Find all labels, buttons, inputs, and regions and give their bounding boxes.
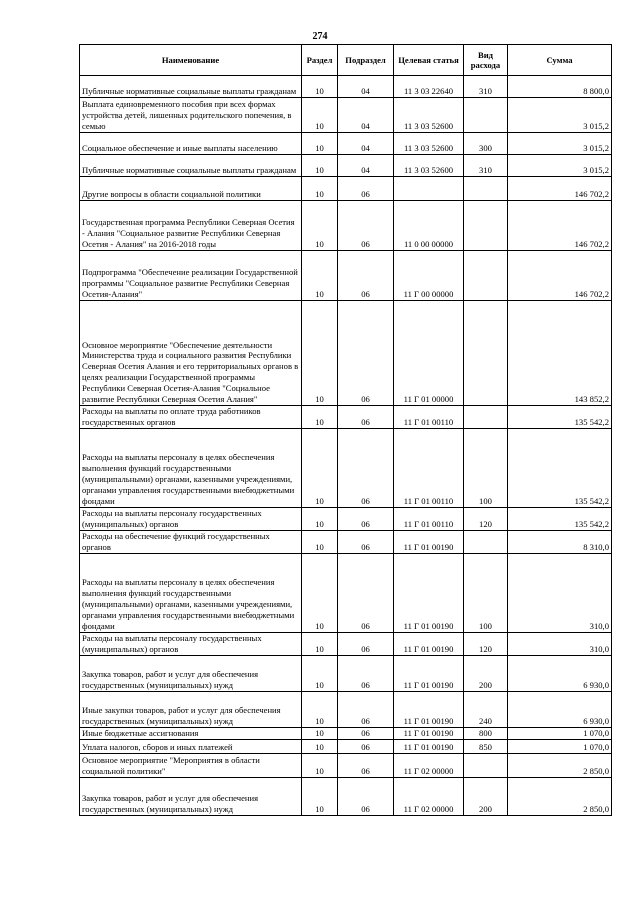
cell-target-article: 11 Г 01 00190 [394,633,464,656]
cell-expense-type: 120 [464,508,508,531]
table-row [80,691,612,727]
page-number: 274 [312,31,328,42]
cell-name: Расходы на выплаты по оплате труда работников государственных органов [80,406,302,429]
cell-expense-type: 200 [464,655,508,691]
cell-sum: 2 850,0 [508,777,612,815]
table-row [80,406,612,429]
cell-target-article: 11 Г 00 00000 [394,251,464,301]
header-target-article: Целевая статья [394,45,464,76]
table-row [80,753,612,777]
cell-razdel: 10 [302,76,338,98]
cell-sum: 146 702,2 [508,251,612,301]
cell-razdel: 10 [302,633,338,656]
cell-sum: 310,0 [508,633,612,656]
table-body [80,76,612,816]
cell-name: Закупка товаров, работ и услуг для обеспечения государственных (муниципальных) нужд [80,777,302,815]
cell-target-article: 11 Г 02 00000 [394,777,464,815]
cell-name: Уплата налогов, сборов и иных платежей [80,739,302,753]
cell-target-article: 11 Г 01 00190 [394,727,464,739]
cell-sum: 143 852,2 [508,301,612,406]
cell-podrazdel: 06 [338,508,394,531]
cell-name: Расходы на выплаты персоналу в целях обеспечения выполнения функций государственными (муниципальными) органами, казенными учреждениями, органами управления государственными внебюджетными фондами [80,429,302,508]
budget-table [79,44,612,816]
cell-sum: 3 015,2 [508,98,612,133]
cell-sum: 135 542,2 [508,429,612,508]
cell-expense-type [464,177,508,201]
cell-razdel: 10 [302,727,338,739]
cell-target-article: 11 Г 01 00190 [394,655,464,691]
cell-target-article: 11 Г 01 00110 [394,406,464,429]
cell-razdel: 10 [302,251,338,301]
table-row [80,155,612,177]
cell-razdel: 10 [302,301,338,406]
cell-podrazdel: 04 [338,98,394,133]
cell-sum: 1 070,0 [508,739,612,753]
table-row [80,201,612,251]
cell-name: Публичные нормативные социальные выплаты гражданам [80,155,302,177]
table-row [80,777,612,815]
cell-name: Основное мероприятие "Обеспечение деятельности Министерства труда и социального развития Республики Северная Осетия Алания и его территориальных органов в целях реализации Государственной программы Республики Северная Осетия-Алания "Социальное развитие Республики Северная Осетия Алания" [80,301,302,406]
cell-name: Расходы на выплаты персоналу в целях обеспечения выполнения функций государственными (муниципальными) органами, казенными учреждениями, органами управления государственными внебюджетными фондами [80,554,302,633]
cell-target-article: 11 3 03 52600 [394,98,464,133]
table-row [80,633,612,656]
cell-razdel: 10 [302,508,338,531]
header-razdel: Раздел [302,45,338,76]
cell-target-article: 11 3 03 22640 [394,76,464,98]
cell-podrazdel: 04 [338,155,394,177]
cell-target-article: 11 Г 01 00110 [394,429,464,508]
cell-sum: 135 542,2 [508,406,612,429]
cell-razdel: 10 [302,777,338,815]
cell-razdel: 10 [302,177,338,201]
cell-name: Расходы на выплаты персоналу государственных (муниципальных) органов [80,633,302,656]
cell-razdel: 10 [302,133,338,155]
cell-podrazdel: 06 [338,301,394,406]
cell-sum: 6 930,0 [508,691,612,727]
header-podrazdel: Подраздел [338,45,394,76]
cell-name: Иные бюджетные ассигнования [80,727,302,739]
cell-razdel: 10 [302,406,338,429]
cell-name: Публичные нормативные социальные выплаты гражданам [80,76,302,98]
cell-expense-type [464,251,508,301]
table-row [80,177,612,201]
cell-name: Социальное обеспечение и иные выплаты населению [80,133,302,155]
header-sum: Сумма [508,45,612,76]
cell-expense-type [464,98,508,133]
cell-podrazdel: 06 [338,429,394,508]
table-header-row [80,45,612,76]
cell-expense-type [464,301,508,406]
cell-razdel: 10 [302,655,338,691]
cell-target-article [394,177,464,201]
cell-sum: 3 015,2 [508,133,612,155]
cell-razdel: 10 [302,531,338,554]
cell-podrazdel: 04 [338,133,394,155]
cell-target-article: 11 Г 01 00190 [394,554,464,633]
cell-podrazdel: 06 [338,177,394,201]
cell-razdel: 10 [302,201,338,251]
cell-expense-type: 100 [464,554,508,633]
cell-name: Подпрограмма "Обеспечение реализации Государственной программы "Социальное развитие Республики Северная Осетия-Алания" [80,251,302,301]
cell-podrazdel: 06 [338,406,394,429]
cell-expense-type: 310 [464,155,508,177]
cell-expense-type [464,753,508,777]
cell-sum: 8 310,0 [508,531,612,554]
cell-expense-type: 300 [464,133,508,155]
cell-sum: 146 702,2 [508,201,612,251]
cell-expense-type [464,531,508,554]
cell-target-article: 11 Г 01 00190 [394,531,464,554]
cell-name: Другие вопросы в области социальной политики [80,177,302,201]
cell-expense-type: 200 [464,777,508,815]
cell-razdel: 10 [302,739,338,753]
cell-expense-type: 800 [464,727,508,739]
table-row [80,739,612,753]
cell-sum: 8 800,0 [508,76,612,98]
table-row [80,655,612,691]
cell-razdel: 10 [302,753,338,777]
table-row [80,429,612,508]
cell-razdel: 10 [302,691,338,727]
cell-name: Закупка товаров, работ и услуг для обеспечения государственных (муниципальных) нужд [80,655,302,691]
table-row [80,98,612,133]
cell-expense-type [464,201,508,251]
cell-expense-type: 120 [464,633,508,656]
cell-target-article: 11 Г 01 00110 [394,508,464,531]
table-row [80,251,612,301]
cell-podrazdel: 06 [338,727,394,739]
cell-target-article: 11 Г 02 00000 [394,753,464,777]
cell-name: Выплата единовременного пособия при всех формах устройства детей, лишенных родительского попечения, в семью [80,98,302,133]
cell-razdel: 10 [302,429,338,508]
cell-name: Иные закупки товаров, работ и услуг для обеспечения государственных (муниципальных) нужд [80,691,302,727]
cell-razdel: 10 [302,155,338,177]
table-row [80,76,612,98]
cell-expense-type [464,406,508,429]
cell-razdel: 10 [302,98,338,133]
cell-target-article: 11 3 03 52600 [394,133,464,155]
cell-name: Основное мероприятие "Мероприятия в области социальной политики" [80,753,302,777]
cell-podrazdel: 06 [338,753,394,777]
cell-target-article: 11 3 03 52600 [394,155,464,177]
cell-podrazdel: 04 [338,76,394,98]
cell-sum: 6 930,0 [508,655,612,691]
cell-podrazdel: 06 [338,739,394,753]
cell-target-article: 11 Г 01 00000 [394,301,464,406]
cell-expense-type: 850 [464,739,508,753]
cell-name: Государственная программа Республики Северная Осетия - Алания "Социальное развитие Республики Северная Осетия - Алания" на 2016-2018 годы [80,201,302,251]
cell-name: Расходы на обеспечение функций государственных органов [80,531,302,554]
cell-podrazdel: 06 [338,691,394,727]
table-row [80,301,612,406]
cell-target-article: 11 Г 01 00190 [394,739,464,753]
cell-sum: 135 542,2 [508,508,612,531]
cell-podrazdel: 06 [338,554,394,633]
cell-expense-type: 310 [464,76,508,98]
cell-expense-type: 100 [464,429,508,508]
cell-podrazdel: 06 [338,777,394,815]
cell-target-article: 11 Г 01 00190 [394,691,464,727]
cell-sum: 3 015,2 [508,155,612,177]
cell-name: Расходы на выплаты персоналу государственных (муниципальных) органов [80,508,302,531]
cell-target-article: 11 0 00 00000 [394,201,464,251]
cell-podrazdel: 06 [338,251,394,301]
table-row [80,554,612,633]
cell-podrazdel: 06 [338,633,394,656]
cell-podrazdel: 06 [338,201,394,251]
cell-expense-type: 240 [464,691,508,727]
cell-podrazdel: 06 [338,531,394,554]
cell-sum: 310,0 [508,554,612,633]
table-row [80,531,612,554]
header-expense-type: Вид расхода [464,45,508,76]
cell-sum: 146 702,2 [508,177,612,201]
table-row [80,133,612,155]
cell-sum: 1 070,0 [508,727,612,739]
cell-sum: 2 850,0 [508,753,612,777]
header-name: Наименование [80,45,302,76]
cell-razdel: 10 [302,554,338,633]
cell-podrazdel: 06 [338,655,394,691]
table-row [80,508,612,531]
table-row [80,727,612,739]
